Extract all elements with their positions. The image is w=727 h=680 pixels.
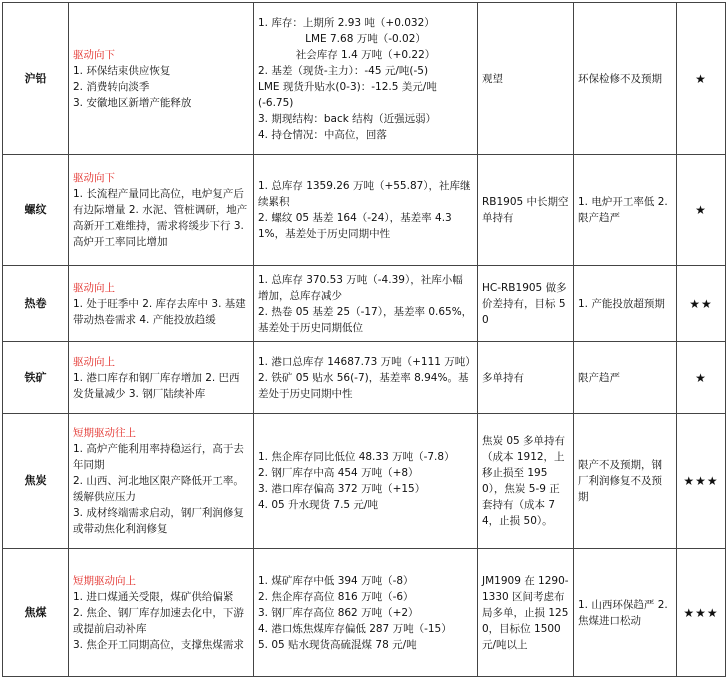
table-row <box>3 3 726 155</box>
driver-factor: 2. 山西、河北地区限产降低开工率。缓解供应压力 <box>73 475 244 503</box>
driver-factor: 1. 长流程产量同比高位，电炉复产后有边际增量 2. 水泥、管桩调研，地产高新开工难维持，需求将缓步下行 3. 高炉开工率同比增加 <box>73 188 248 248</box>
commodity-name: 铁矿 <box>3 342 69 414</box>
driver-direction: 驱动向上 <box>73 355 115 368</box>
rating-stars: ★★★ <box>677 549 726 677</box>
data-item: 2. 钢厂库存中高 454 万吨（+8） <box>258 467 419 479</box>
risk-cell: 1. 产能投放超预期 <box>574 266 677 342</box>
risk-cell: 限产不及预期，钢厂利润修复不及预期 <box>574 414 677 549</box>
commodity-name: 螺纹 <box>3 155 69 266</box>
data-cell <box>254 266 478 342</box>
driver-factor: 1. 高炉产能利用率持稳运行，高于去年同期 <box>73 443 244 471</box>
rating-stars: ★ <box>677 155 726 266</box>
data-item: 4. 港口炼焦煤库存偏低 287 万吨（-15） <box>258 622 452 635</box>
data-cell <box>254 3 478 155</box>
data-item: 2. 热卷 05 基差 25（-17），基差率 0.65%，基差处于历史同期低位 <box>258 305 473 334</box>
data-item: 2. 基差（现货-主力）：-45 元/吨(-5) <box>258 64 429 77</box>
strategy-cell: 焦炭 05 多单持有（成本 1912，上移止损至 1950），焦炭 5-9 正套持有（成本 74，止损 50）。 <box>478 414 574 549</box>
strategy-cell: HC-RB1905 做多价差持有，目标 50 <box>478 266 574 342</box>
data-item: 1. 总库存 370.53 万吨（-4.39），社库小幅增加，总库存减少 <box>258 273 463 302</box>
driver-cell <box>69 3 254 155</box>
data-item: 3. 港口库存偏高 372 万吨（+15） <box>258 483 426 495</box>
data-cell <box>254 549 478 677</box>
data-item: 社会库存 1.4 万吨（+0.22） <box>295 48 436 61</box>
driver-direction: 驱动向下 <box>73 172 115 184</box>
table-row <box>3 155 726 266</box>
driver-factor: 2. 焦企、钢厂库存加速去化中，下游或提前启动补库 <box>73 606 244 635</box>
data-item: 4. 05 升水现货 7.5 元/吨 <box>258 499 378 511</box>
driver-direction: 驱动向下 <box>73 48 115 61</box>
commodity-strategy-table <box>2 2 726 677</box>
driver-factor: 3. 成材终端需求启动，钢厂利润修复或带动焦化利润修复 <box>73 507 244 535</box>
risk-cell: 限产趋严 <box>574 342 677 414</box>
data-item: LME 7.68 万吨（-0.02） <box>305 32 426 45</box>
driver-factor: 1. 进口煤通关受限，煤矿供给偏紧 <box>73 590 234 603</box>
data-item: LME 现货升贴水(0-3)：-12.5 美元/吨 <box>258 80 437 93</box>
table-row <box>3 342 726 414</box>
data-item: 5. 05 贴水现货高硫混煤 78 元/吨 <box>258 638 417 651</box>
rating-stars: ★ <box>677 3 726 155</box>
strategy-cell: 多单持有 <box>478 342 574 414</box>
rating-stars: ★★★ <box>677 414 726 549</box>
commodity-name: 焦炭 <box>3 414 69 549</box>
data-cell <box>254 342 478 414</box>
data-cell <box>254 155 478 266</box>
data-item: 1. 总库存 1359.26 万吨（+55.87），社库继续累积 <box>258 180 471 208</box>
driver-cell <box>69 414 254 549</box>
driver-cell <box>69 549 254 677</box>
strategy-cell: RB1905 中长期空单持有 <box>478 155 574 266</box>
driver-factor: 3. 安徽地区新增产能释放 <box>73 96 192 109</box>
risk-cell: 1. 山西环保趋严 2. 焦煤进口松动 <box>574 549 677 677</box>
commodity-name: 沪铅 <box>3 3 69 155</box>
risk-cell: 环保检修不及预期 <box>574 3 677 155</box>
data-item: 1. 焦企库存同比低位 48.33 万吨（-7.8） <box>258 451 455 463</box>
driver-factor: 2. 消费转向淡季 <box>73 80 150 93</box>
data-cell <box>254 414 478 549</box>
commodity-name: 热卷 <box>3 266 69 342</box>
table-row <box>3 266 726 342</box>
strategy-cell: 观望 <box>478 3 574 155</box>
driver-direction: 驱动向上 <box>73 281 115 294</box>
data-item: 2. 铁矿 05 贴水 56(-7)，基差率 8.94%。基差处于历史同期中性 <box>258 371 469 400</box>
table-row <box>3 414 726 549</box>
data-item: 1. 库存：上期所 2.93 吨（+0.032） <box>258 16 435 29</box>
data-item: 1. 港口总库存 14687.73 万吨（+111 万吨） <box>258 355 476 368</box>
data-item: 2. 焦企库存高位 816 万吨（-6） <box>258 590 414 603</box>
data-item: 3. 钢厂库存高位 862 万吨（+2） <box>258 606 419 619</box>
risk-cell: 1. 电炉开工率低 2. 限产趋严 <box>574 155 677 266</box>
driver-cell <box>69 266 254 342</box>
rating-stars: ★ <box>677 342 726 414</box>
data-item: 1. 煤矿库存中低 394 万吨（-8） <box>258 574 414 587</box>
table-row <box>3 549 726 677</box>
rating-stars: ★★ <box>677 266 726 342</box>
driver-direction: 短期驱动往上 <box>73 427 136 439</box>
data-item: 4. 持仓情况：中高位，回落 <box>258 128 387 141</box>
driver-factor: 3. 焦企开工同期高位，支撑焦煤需求 <box>73 638 244 651</box>
commodity-name: 焦煤 <box>3 549 69 677</box>
data-item: 3. 期现结构：back 结构（近强远弱） <box>258 112 437 125</box>
driver-direction: 短期驱动向上 <box>73 574 136 587</box>
driver-cell <box>69 342 254 414</box>
data-item: 2. 螺纹 05 基差 164（-24），基差率 4.31%，基差处于历史同期中性 <box>258 212 452 240</box>
driver-factor: 1. 港口库存和钢厂库存增加 2. 巴西发货量减少 3. 钢厂陆续补库 <box>73 371 240 400</box>
data-item: (-6.75) <box>258 96 294 109</box>
driver-factor: 1. 处于旺季中 2. 库存去库中 3. 基建带动热卷需求 4. 产能投放趋缓 <box>73 297 246 326</box>
driver-factor: 1. 环保结束供应恢复 <box>73 64 171 77</box>
strategy-cell: JM1909 在 1290-1330 区间考虑布局多单，止损 1250，目标位 1500 元/吨以上 <box>478 549 574 677</box>
driver-cell <box>69 155 254 266</box>
table-body <box>3 3 726 677</box>
